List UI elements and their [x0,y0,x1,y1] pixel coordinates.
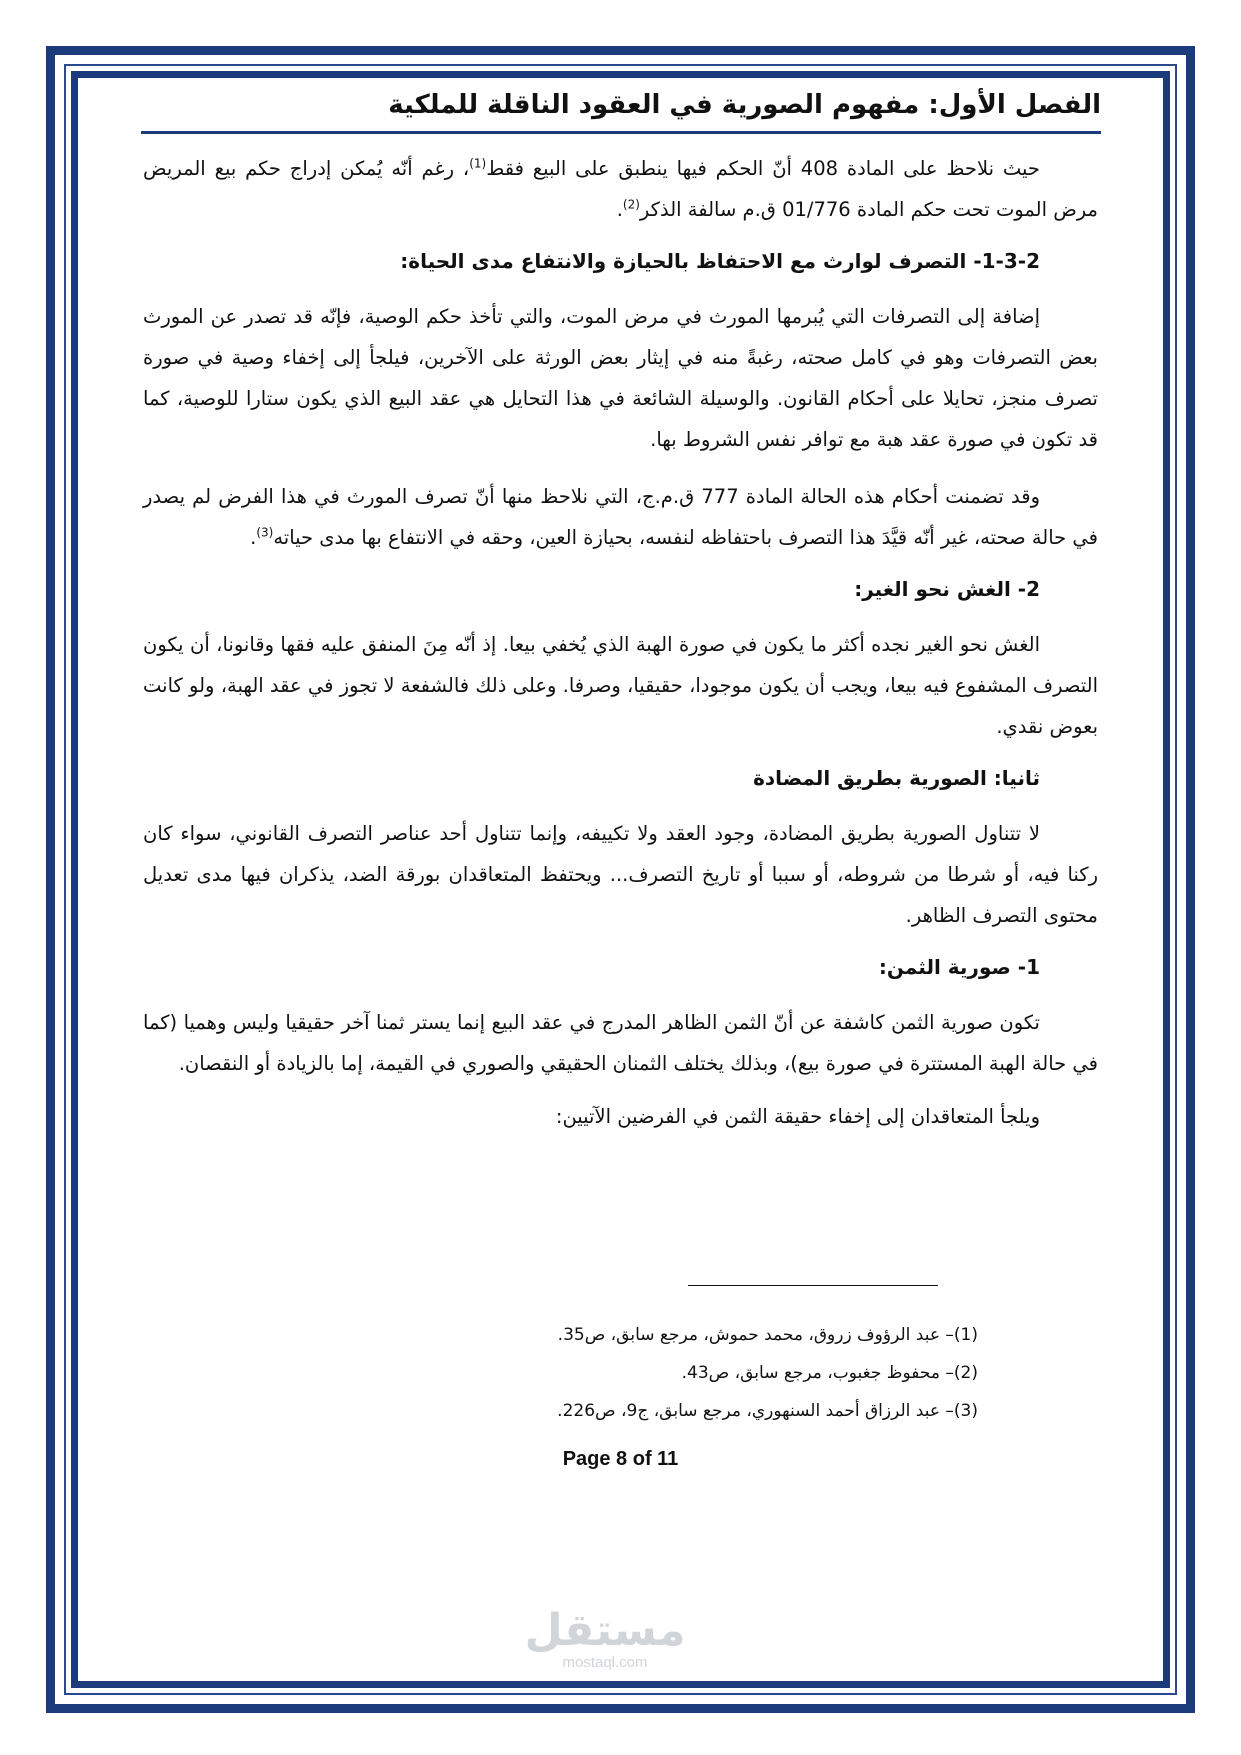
footnote-2: (2)– محفوظ جغبوب، مرجع سابق، ص43. [681,1363,978,1383]
footnote-1: (1)– عبد الرؤوف زروق، محمد حموش، مرجع سابق، ص35. [557,1325,978,1345]
chapter-header: الفصل الأول: مفهوم الصورية في العقود الناقلة للملكية [141,82,1101,134]
paragraph-4: الغش نحو الغير نجده أكثر ما يكون في صورة الهبة الذي يُخفي بيعا. إذ أنّه مِنَ المنفق عليه فقها وقانونا، أن يكون التصرف المشفوع فيه بيعا، ويجب أن يكون موجودا، حقيقيا، وصرفا. وعلى ذلك فالشفعة لا تجوز في عقد الهبة، ولو كانت بعوض نقدي. [143,633,1098,738]
footnote-ref-3[interactable]: (3) [256,525,274,540]
section-heading-second: ثانيا: الصورية بطريق المضادة [753,766,1040,790]
section-heading-price: 1- صورية الثمن: [878,955,1040,979]
page-number: Page 8 of 11 [562,1448,679,1470]
page-body [143,148,1098,1149]
section-heading-1-3-2: 1-3-2- التصرف لوارث مع الاحتفاظ بالحيازة والانتفاع مدى الحياة: [400,249,1040,273]
paragraph-6: تكون صورية الثمن كاشفة عن أنّ الثمن الظاهر المدرج في عقد البيع إنما يستر ثمنا آخر حقيقيا وليس وهميا (كما في حالة الهبة المستترة في صورة بيع)، وبذلك يختلف الثمنان الحقيقي والصوري في القيمة، إما بالزيادة أو النقصان. [143,1011,1098,1075]
footnote-3: (3)– عبد الرزاق أحمد السنهوري، مرجع سابق، ج9، ص226. [557,1401,978,1421]
paragraph-3: وقد تضمنت أحكام هذه الحالة المادة 777 ق.م.ج، التي نلاحظ منها أنّ تصرف المورث في هذا الفرض لم يصدر في حالة صحته، غير أنّه قيَّدَ هذا التصرف باحتفاظه لنفسه، بحيازة العين، وحقه في الانتفاع بها مدى حياته$^{(3)}$. [143,485,1098,549]
footnotes [278,1316,978,1430]
watermark-logo: مستقل [524,1605,686,1656]
paragraph-5: لا تتناول الصورية بطريق المضادة، وجود العقد ولا تكييفه، وإنما تتناول أحد عناصر التصرف القانوني، سواء كان ركنا فيه، أو شرطا من شروطه، أو سببا أو تاريخ التصرف... ويحتفظ المتعاقدان بورقة الضد، يذكران فيها مدى تعديل محتوى التصرف الظاهر. [143,822,1098,927]
footnote-ref-2[interactable]: (2) [622,197,640,212]
paragraph-2: إضافة إلى التصرفات التي يُبرمها المورث في مرض الموت، والتي تأخذ حكم الوصية، فإنّه قد تصدر عن المورث بعض التصرفات وهو في كامل صحته، رغبةً منه في إيثار بعض الورثة على الآخرين، فيلجأ إلى إخفاء وصية في صورة تصرف منجز، تحايلا على أحكام القانون. والوسيلة الشائعة في هذا التحايل هي عقد البيع الذي يكون ستارا للوصية، كما قد تكون في صورة عقد هبة مع توافر نفس الشروط بها. [143,305,1098,451]
watermark-url: mostaql.com [562,1654,648,1671]
paragraph-7: ويلجأ المتعاقدان إلى إخفاء حقيقة الثمن في الفرضين الآتيين: [555,1105,1040,1128]
section-heading-2: 2- الغش نحو الغير: [854,577,1040,601]
footnote-separator [688,1285,938,1286]
footnote-ref-1[interactable]: (1) [469,156,487,171]
watermark [505,1605,705,1672]
paragraph-1: حيث نلاحظ على المادة 408 أنّ الحكم فيها ينطبق على البيع فقط$^{(1)}$، رغم أنّه يُمكن إدراج حكم بيع المريض مرض الموت تحت حكم المادة 01/776 ق.م سالفة الذكر$^{(2)}$. [143,156,1098,221]
